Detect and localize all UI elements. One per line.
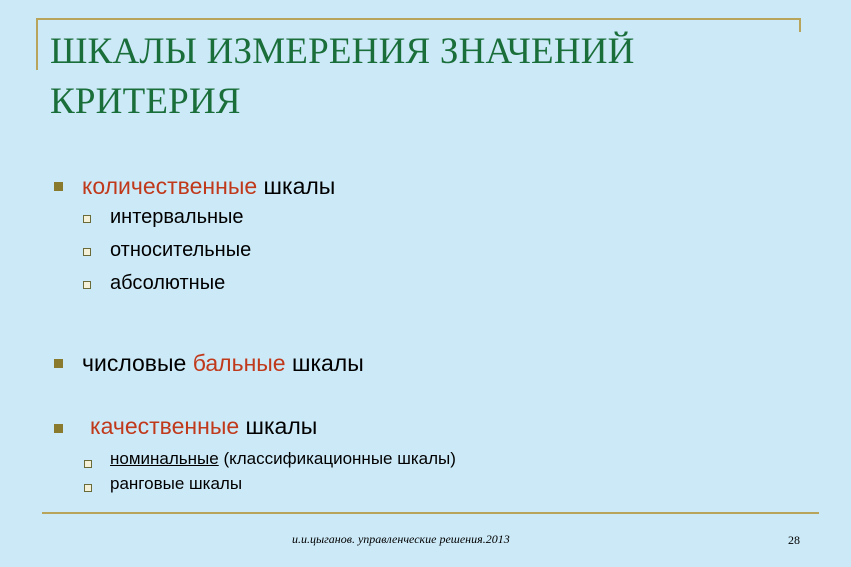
bullet-square-icon <box>54 359 63 368</box>
subitem-absolute: абсолютные <box>110 272 226 294</box>
subitem-relative: относительные <box>110 239 252 261</box>
subitem-nominal-rest: (классификационные шкалы) <box>218 449 456 468</box>
frame-top-line <box>36 18 800 20</box>
item-text: шкалы <box>285 350 364 376</box>
subitem-nominal-underlined: номинальные <box>110 449 219 468</box>
page-number: 28 <box>788 533 800 547</box>
bullet-square-icon <box>54 424 63 433</box>
bullet-hollow-square-icon <box>83 215 91 223</box>
item-highlight: качественные <box>90 413 240 439</box>
list-item-numeric-score <box>82 350 364 377</box>
subitem-interval: интервальные <box>110 206 244 228</box>
bullet-hollow-square-icon <box>83 281 91 289</box>
subitem-nominal <box>110 449 456 469</box>
subitem-rank: ранговые шкалы <box>110 474 243 493</box>
footer-text: и.и.цыганов. управленческие решения.2013 <box>292 532 510 546</box>
item-highlight: бальные <box>192 350 286 376</box>
item-text-prefix: числовые <box>82 350 193 376</box>
title-line-1: ШКАЛЫ ИЗМЕРЕНИЯ ЗНАЧЕНИЙ <box>50 31 635 72</box>
bullet-square-icon <box>54 182 63 191</box>
frame-left-line <box>36 18 38 70</box>
item-highlight: количественные <box>82 173 258 199</box>
slide-title <box>50 27 810 127</box>
item-text: шкалы <box>239 413 318 439</box>
bullet-hollow-square-icon <box>83 248 91 256</box>
bullet-hollow-square-icon <box>84 460 92 468</box>
list-item-qualitative <box>90 413 317 440</box>
bullet-hollow-square-icon <box>84 484 92 492</box>
frame-bottom-line <box>42 512 819 514</box>
item-text: шкалы <box>257 173 336 199</box>
title-line-2: КРИТЕРИЯ <box>50 81 241 122</box>
list-item-quantitative <box>82 173 335 200</box>
